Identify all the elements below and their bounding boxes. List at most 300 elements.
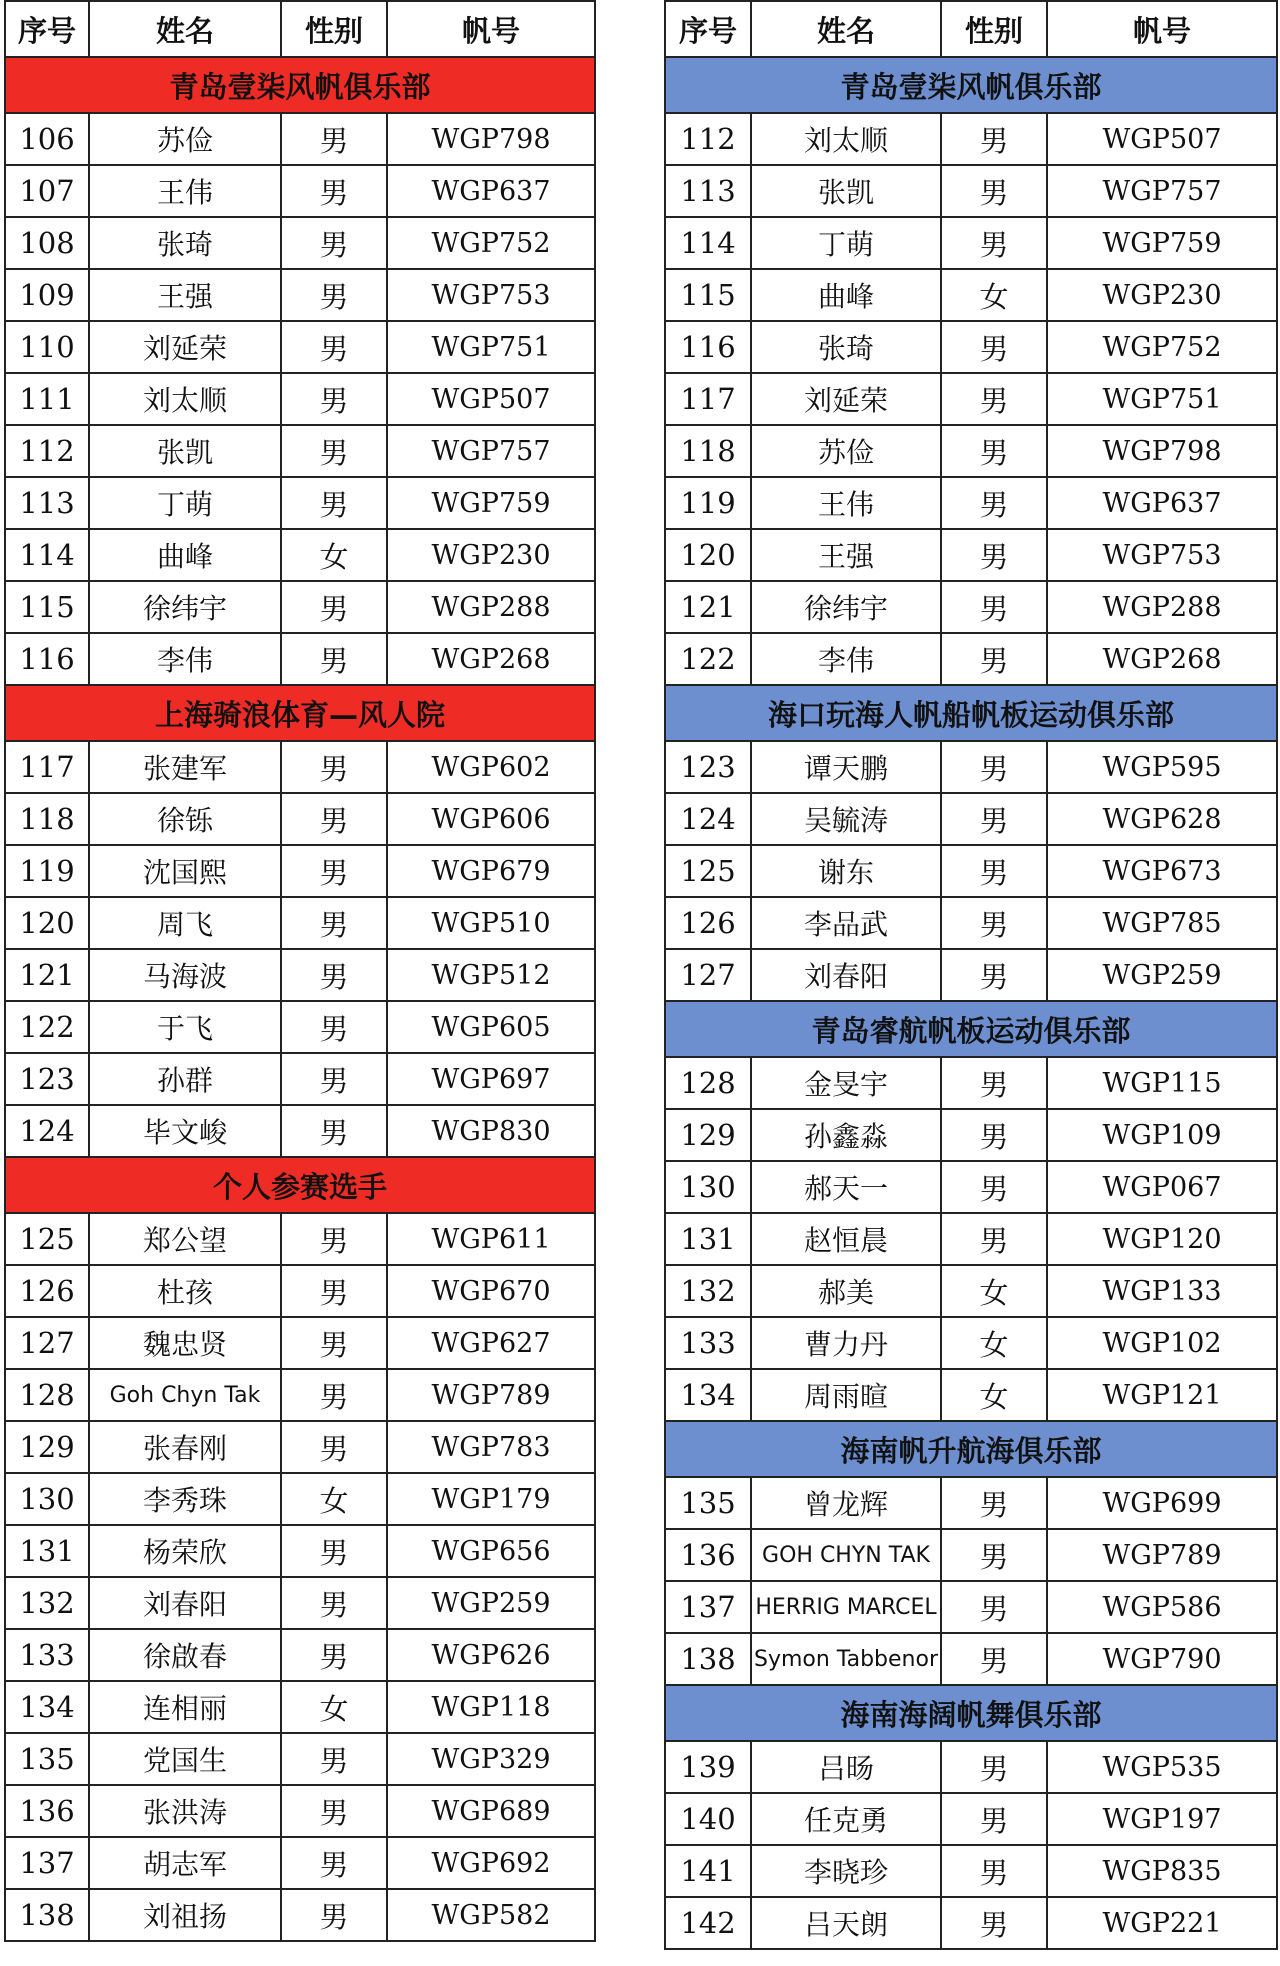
sail-number: WGP109 xyxy=(1047,1109,1277,1161)
athlete-gender: 男 xyxy=(941,1213,1047,1265)
serial-number: 128 xyxy=(5,1369,89,1421)
athlete-gender: 男 xyxy=(281,1837,387,1889)
athlete-name: 党国生 xyxy=(89,1733,281,1785)
table-row xyxy=(665,1477,1277,1529)
athlete-gender: 女 xyxy=(941,269,1047,321)
athlete-name: 张凯 xyxy=(751,165,941,217)
athlete-name: 连相丽 xyxy=(89,1681,281,1733)
serial-number: 108 xyxy=(5,217,89,269)
serial-number: 140 xyxy=(665,1793,751,1845)
athlete-gender: 男 xyxy=(281,793,387,845)
sail-number: WGP627 xyxy=(387,1317,595,1369)
sail-number: WGP798 xyxy=(387,113,595,165)
sail-number: WGP830 xyxy=(387,1105,595,1157)
serial-number: 121 xyxy=(5,949,89,1001)
serial-number: 127 xyxy=(5,1317,89,1369)
athlete-name: 李秀珠 xyxy=(89,1473,281,1525)
sail-number: WGP757 xyxy=(387,425,595,477)
athlete-name: 金旻宇 xyxy=(751,1057,941,1109)
table-row xyxy=(665,1057,1277,1109)
serial-number: 131 xyxy=(665,1213,751,1265)
athlete-name: 曹力丹 xyxy=(751,1317,941,1369)
serial-number: 116 xyxy=(5,633,89,685)
serial-number: 138 xyxy=(5,1889,89,1941)
left-roster-table xyxy=(4,0,596,1942)
header-name: 姓名 xyxy=(89,1,281,57)
table-row xyxy=(665,793,1277,845)
athlete-gender: 男 xyxy=(281,1733,387,1785)
athlete-name: 魏忠贤 xyxy=(89,1317,281,1369)
athlete-name: 赵恒晨 xyxy=(751,1213,941,1265)
sail-number: WGP115 xyxy=(1047,1057,1277,1109)
table-row xyxy=(5,1369,595,1421)
sail-number: WGP757 xyxy=(1047,165,1277,217)
table-row xyxy=(5,741,595,793)
table-row xyxy=(665,1213,1277,1265)
athlete-name: 刘春阳 xyxy=(89,1577,281,1629)
athlete-name: 周飞 xyxy=(89,897,281,949)
athlete-name: 杜孩 xyxy=(89,1265,281,1317)
serial-number: 111 xyxy=(5,373,89,425)
club-name: 海口玩海人帆船帆板运动俱乐部 xyxy=(665,685,1277,741)
athlete-gender: 男 xyxy=(281,1421,387,1473)
athlete-gender: 男 xyxy=(941,741,1047,793)
athlete-gender: 男 xyxy=(281,1577,387,1629)
table-row xyxy=(665,581,1277,633)
athlete-gender: 男 xyxy=(941,217,1047,269)
table-row xyxy=(5,373,595,425)
table-row xyxy=(665,373,1277,425)
athlete-name: Goh Chyn Tak xyxy=(89,1369,281,1421)
sail-number: WGP753 xyxy=(387,269,595,321)
serial-number: 142 xyxy=(665,1897,751,1949)
club-group-row xyxy=(5,57,595,113)
table-row xyxy=(5,949,595,1001)
athlete-name: 苏俭 xyxy=(751,425,941,477)
header-sail: 帆号 xyxy=(1047,1,1277,57)
sail-number: WGP783 xyxy=(387,1421,595,1473)
table-row xyxy=(5,581,595,633)
table-row xyxy=(665,1109,1277,1161)
athlete-gender: 女 xyxy=(281,529,387,581)
serial-number: 128 xyxy=(665,1057,751,1109)
sail-number: WGP605 xyxy=(387,1001,595,1053)
table-row xyxy=(665,165,1277,217)
athlete-name: Symon Tabbenor xyxy=(751,1633,941,1685)
athlete-gender: 男 xyxy=(281,1629,387,1681)
athlete-gender: 女 xyxy=(941,1317,1047,1369)
athlete-gender: 男 xyxy=(281,845,387,897)
athlete-name: 李晓珍 xyxy=(751,1845,941,1897)
athlete-gender: 男 xyxy=(941,949,1047,1001)
serial-number: 137 xyxy=(5,1837,89,1889)
athlete-gender: 男 xyxy=(281,1889,387,1941)
table-row xyxy=(5,477,595,529)
club-group-row xyxy=(665,1685,1277,1741)
serial-number: 106 xyxy=(5,113,89,165)
serial-number: 114 xyxy=(665,217,751,269)
table-row xyxy=(665,949,1277,1001)
sail-number: WGP751 xyxy=(387,321,595,373)
sail-number: WGP679 xyxy=(387,845,595,897)
serial-number: 134 xyxy=(5,1681,89,1733)
sail-number: WGP689 xyxy=(387,1785,595,1837)
athlete-gender: 男 xyxy=(281,633,387,685)
sail-number: WGP288 xyxy=(387,581,595,633)
sail-number: WGP790 xyxy=(1047,1633,1277,1685)
serial-number: 115 xyxy=(665,269,751,321)
athlete-gender: 男 xyxy=(941,113,1047,165)
athlete-name: 丁萌 xyxy=(751,217,941,269)
serial-number: 117 xyxy=(5,741,89,793)
table-row xyxy=(5,269,595,321)
club-group-row xyxy=(665,685,1277,741)
athlete-gender: 男 xyxy=(941,1845,1047,1897)
table-row xyxy=(665,269,1277,321)
serial-number: 134 xyxy=(665,1369,751,1421)
sail-number: WGP697 xyxy=(387,1053,595,1105)
serial-number: 127 xyxy=(665,949,751,1001)
club-name: 青岛壹柒风帆俱乐部 xyxy=(665,57,1277,113)
athlete-gender: 男 xyxy=(281,1213,387,1265)
table-row xyxy=(5,1525,595,1577)
sail-number: WGP835 xyxy=(1047,1845,1277,1897)
sail-number: WGP179 xyxy=(387,1473,595,1525)
table-row xyxy=(5,1733,595,1785)
serial-number: 126 xyxy=(665,897,751,949)
club-name: 青岛壹柒风帆俱乐部 xyxy=(5,57,595,113)
athlete-gender: 男 xyxy=(281,113,387,165)
athlete-gender: 男 xyxy=(941,165,1047,217)
sail-number: WGP259 xyxy=(387,1577,595,1629)
sail-number: WGP692 xyxy=(387,1837,595,1889)
table-row xyxy=(5,1421,595,1473)
serial-number: 124 xyxy=(665,793,751,845)
athlete-name: 徐纬宇 xyxy=(89,581,281,633)
table-row xyxy=(5,1785,595,1837)
athlete-gender: 男 xyxy=(941,321,1047,373)
athlete-gender: 男 xyxy=(281,1001,387,1053)
athlete-gender: 男 xyxy=(281,741,387,793)
sail-number: WGP535 xyxy=(1047,1741,1277,1793)
header-sail: 帆号 xyxy=(387,1,595,57)
athlete-gender: 男 xyxy=(941,1477,1047,1529)
serial-number: 117 xyxy=(665,373,751,425)
sail-number: WGP582 xyxy=(387,1889,595,1941)
sail-number: WGP230 xyxy=(1047,269,1277,321)
athlete-name: 郝天一 xyxy=(751,1161,941,1213)
table-row xyxy=(665,633,1277,685)
serial-number: 122 xyxy=(5,1001,89,1053)
sail-number: WGP673 xyxy=(1047,845,1277,897)
athlete-gender: 男 xyxy=(281,1053,387,1105)
athlete-gender: 男 xyxy=(941,845,1047,897)
serial-number: 130 xyxy=(665,1161,751,1213)
athlete-gender: 男 xyxy=(941,1581,1047,1633)
athlete-name: 刘祖扬 xyxy=(89,1889,281,1941)
athlete-name: 毕文峻 xyxy=(89,1105,281,1157)
athlete-name: 吕天朗 xyxy=(751,1897,941,1949)
sail-number: WGP751 xyxy=(1047,373,1277,425)
table-row xyxy=(665,477,1277,529)
athlete-gender: 男 xyxy=(941,633,1047,685)
table-row xyxy=(5,217,595,269)
table-row xyxy=(5,1265,595,1317)
sail-number: WGP133 xyxy=(1047,1265,1277,1317)
athlete-name: HERRIG MARCEL xyxy=(751,1581,941,1633)
sail-number: WGP507 xyxy=(387,373,595,425)
sail-number: WGP759 xyxy=(1047,217,1277,269)
sail-number: WGP628 xyxy=(1047,793,1277,845)
serial-number: 138 xyxy=(665,1633,751,1685)
sail-number: WGP102 xyxy=(1047,1317,1277,1369)
athlete-name: 杨荣欣 xyxy=(89,1525,281,1577)
serial-number: 132 xyxy=(5,1577,89,1629)
sail-number: WGP197 xyxy=(1047,1793,1277,1845)
athlete-gender: 男 xyxy=(281,1105,387,1157)
athlete-name: 刘太顺 xyxy=(89,373,281,425)
table-row xyxy=(665,1529,1277,1581)
sail-number: WGP752 xyxy=(387,217,595,269)
table-row xyxy=(665,845,1277,897)
athlete-gender: 男 xyxy=(941,1897,1047,1949)
serial-number: 141 xyxy=(665,1845,751,1897)
serial-number: 123 xyxy=(665,741,751,793)
athlete-gender: 男 xyxy=(941,373,1047,425)
sail-number: WGP221 xyxy=(1047,1897,1277,1949)
sail-number: WGP753 xyxy=(1047,529,1277,581)
club-group-row xyxy=(665,1421,1277,1477)
athlete-gender: 男 xyxy=(941,581,1047,633)
athlete-gender: 男 xyxy=(281,581,387,633)
serial-number: 125 xyxy=(5,1213,89,1265)
athlete-gender: 男 xyxy=(281,373,387,425)
club-name: 青岛睿航帆板运动俱乐部 xyxy=(665,1001,1277,1057)
athlete-gender: 男 xyxy=(281,425,387,477)
athlete-name: 张琦 xyxy=(751,321,941,373)
sail-number: WGP602 xyxy=(387,741,595,793)
sail-number: WGP670 xyxy=(387,1265,595,1317)
athlete-gender: 男 xyxy=(281,1369,387,1421)
club-name: 个人参赛选手 xyxy=(5,1157,595,1213)
athlete-gender: 女 xyxy=(281,1681,387,1733)
athlete-name: 胡志军 xyxy=(89,1837,281,1889)
sail-number: WGP626 xyxy=(387,1629,595,1681)
athlete-gender: 男 xyxy=(281,949,387,1001)
table-row xyxy=(5,165,595,217)
club-group-row xyxy=(665,57,1277,113)
athlete-gender: 男 xyxy=(281,217,387,269)
athlete-name: 于飞 xyxy=(89,1001,281,1053)
athlete-gender: 男 xyxy=(281,897,387,949)
header-no: 序号 xyxy=(5,1,89,57)
athlete-gender: 男 xyxy=(941,897,1047,949)
serial-number: 110 xyxy=(5,321,89,373)
table-row xyxy=(665,1317,1277,1369)
table-row xyxy=(665,217,1277,269)
table-row xyxy=(5,845,595,897)
table-row xyxy=(665,1161,1277,1213)
athlete-name: 张春刚 xyxy=(89,1421,281,1473)
sail-number: WGP586 xyxy=(1047,1581,1277,1633)
serial-number: 112 xyxy=(665,113,751,165)
serial-number: 126 xyxy=(5,1265,89,1317)
sail-number: WGP656 xyxy=(387,1525,595,1577)
serial-number: 118 xyxy=(665,425,751,477)
athlete-gender: 女 xyxy=(941,1369,1047,1421)
athlete-name: 任克勇 xyxy=(751,1793,941,1845)
header-row xyxy=(5,1,595,57)
serial-number: 121 xyxy=(665,581,751,633)
athlete-name: 王强 xyxy=(751,529,941,581)
athlete-name: 丁萌 xyxy=(89,477,281,529)
header-name: 姓名 xyxy=(751,1,941,57)
athlete-name: 曾龙辉 xyxy=(751,1477,941,1529)
athlete-name: 徐啟春 xyxy=(89,1629,281,1681)
serial-number: 120 xyxy=(5,897,89,949)
serial-number: 133 xyxy=(665,1317,751,1369)
athlete-name: 王伟 xyxy=(89,165,281,217)
sail-number: WGP611 xyxy=(387,1213,595,1265)
serial-number: 137 xyxy=(665,1581,751,1633)
table-row xyxy=(5,897,595,949)
serial-number: 131 xyxy=(5,1525,89,1577)
sail-number: WGP230 xyxy=(387,529,595,581)
serial-number: 122 xyxy=(665,633,751,685)
table-row xyxy=(665,741,1277,793)
serial-number: 136 xyxy=(665,1529,751,1581)
athlete-name: 李伟 xyxy=(751,633,941,685)
athlete-gender: 男 xyxy=(281,477,387,529)
athlete-gender: 男 xyxy=(941,1161,1047,1213)
table-row xyxy=(5,1577,595,1629)
athlete-name: 吴毓涛 xyxy=(751,793,941,845)
table-row xyxy=(5,1317,595,1369)
serial-number: 136 xyxy=(5,1785,89,1837)
table-row xyxy=(5,1837,595,1889)
table-row xyxy=(5,425,595,477)
club-group-row xyxy=(665,1001,1277,1057)
sail-number: WGP259 xyxy=(1047,949,1277,1001)
serial-number: 129 xyxy=(665,1109,751,1161)
table-row xyxy=(5,529,595,581)
athlete-gender: 男 xyxy=(941,1529,1047,1581)
table-row xyxy=(665,113,1277,165)
table-row xyxy=(5,1629,595,1681)
serial-number: 130 xyxy=(5,1473,89,1525)
athlete-name: 孙群 xyxy=(89,1053,281,1105)
table-row xyxy=(665,1633,1277,1685)
table-row xyxy=(665,1369,1277,1421)
athlete-name: 张建军 xyxy=(89,741,281,793)
serial-number: 125 xyxy=(665,845,751,897)
serial-number: 114 xyxy=(5,529,89,581)
athlete-gender: 男 xyxy=(281,1525,387,1577)
athlete-gender: 男 xyxy=(941,425,1047,477)
athlete-name: 刘延荣 xyxy=(751,373,941,425)
serial-number: 109 xyxy=(5,269,89,321)
athlete-name: GOH CHYN TAK xyxy=(751,1529,941,1581)
athlete-gender: 女 xyxy=(941,1265,1047,1317)
sail-number: WGP637 xyxy=(1047,477,1277,529)
table-row xyxy=(5,633,595,685)
sail-number: WGP637 xyxy=(387,165,595,217)
serial-number: 132 xyxy=(665,1265,751,1317)
serial-number: 133 xyxy=(5,1629,89,1681)
athlete-name: 吕旸 xyxy=(751,1741,941,1793)
athlete-name: 刘春阳 xyxy=(751,949,941,1001)
table-row xyxy=(5,1053,595,1105)
serial-number: 113 xyxy=(5,477,89,529)
athlete-name: 谢东 xyxy=(751,845,941,897)
table-row xyxy=(665,321,1277,373)
sail-number: WGP067 xyxy=(1047,1161,1277,1213)
serial-number: 119 xyxy=(5,845,89,897)
serial-number: 113 xyxy=(665,165,751,217)
athlete-gender: 男 xyxy=(941,1057,1047,1109)
athlete-gender: 男 xyxy=(941,793,1047,845)
sail-number: WGP510 xyxy=(387,897,595,949)
table-row xyxy=(5,1105,595,1157)
sail-number: WGP118 xyxy=(387,1681,595,1733)
athlete-name: 徐铄 xyxy=(89,793,281,845)
header-gender: 性别 xyxy=(281,1,387,57)
athlete-gender: 男 xyxy=(941,477,1047,529)
sail-number: WGP752 xyxy=(1047,321,1277,373)
athlete-name: 沈国熙 xyxy=(89,845,281,897)
athlete-gender: 男 xyxy=(941,1633,1047,1685)
table-row xyxy=(5,113,595,165)
right-roster-table xyxy=(664,0,1278,1950)
serial-number: 124 xyxy=(5,1105,89,1157)
athlete-gender: 男 xyxy=(941,529,1047,581)
athlete-name: 谭天鹏 xyxy=(751,741,941,793)
athlete-gender: 女 xyxy=(281,1473,387,1525)
table-row xyxy=(665,1845,1277,1897)
serial-number: 107 xyxy=(5,165,89,217)
athlete-name: 张凯 xyxy=(89,425,281,477)
athlete-name: 曲峰 xyxy=(89,529,281,581)
athlete-gender: 男 xyxy=(281,1785,387,1837)
club-group-row xyxy=(5,1157,595,1213)
sail-number: WGP789 xyxy=(1047,1529,1277,1581)
athlete-gender: 男 xyxy=(941,1793,1047,1845)
sail-number: WGP268 xyxy=(387,633,595,685)
table-row xyxy=(665,1793,1277,1845)
table-row xyxy=(5,1213,595,1265)
sail-number: WGP606 xyxy=(387,793,595,845)
club-name: 海南帆升航海俱乐部 xyxy=(665,1421,1277,1477)
sail-number: WGP785 xyxy=(1047,897,1277,949)
serial-number: 116 xyxy=(665,321,751,373)
sail-number: WGP121 xyxy=(1047,1369,1277,1421)
athlete-name: 徐纬宇 xyxy=(751,581,941,633)
athlete-name: 张琦 xyxy=(89,217,281,269)
club-name: 上海骑浪体育—风人院 xyxy=(5,685,595,741)
table-row xyxy=(665,1265,1277,1317)
serial-number: 112 xyxy=(5,425,89,477)
athlete-gender: 男 xyxy=(281,1317,387,1369)
athlete-name: 王伟 xyxy=(751,477,941,529)
table-row xyxy=(665,1581,1277,1633)
athlete-name: 郑公望 xyxy=(89,1213,281,1265)
sail-number: WGP507 xyxy=(1047,113,1277,165)
header-no: 序号 xyxy=(665,1,751,57)
athlete-name: 李伟 xyxy=(89,633,281,685)
serial-number: 115 xyxy=(5,581,89,633)
header-row xyxy=(665,1,1277,57)
athlete-name: 苏俭 xyxy=(89,113,281,165)
